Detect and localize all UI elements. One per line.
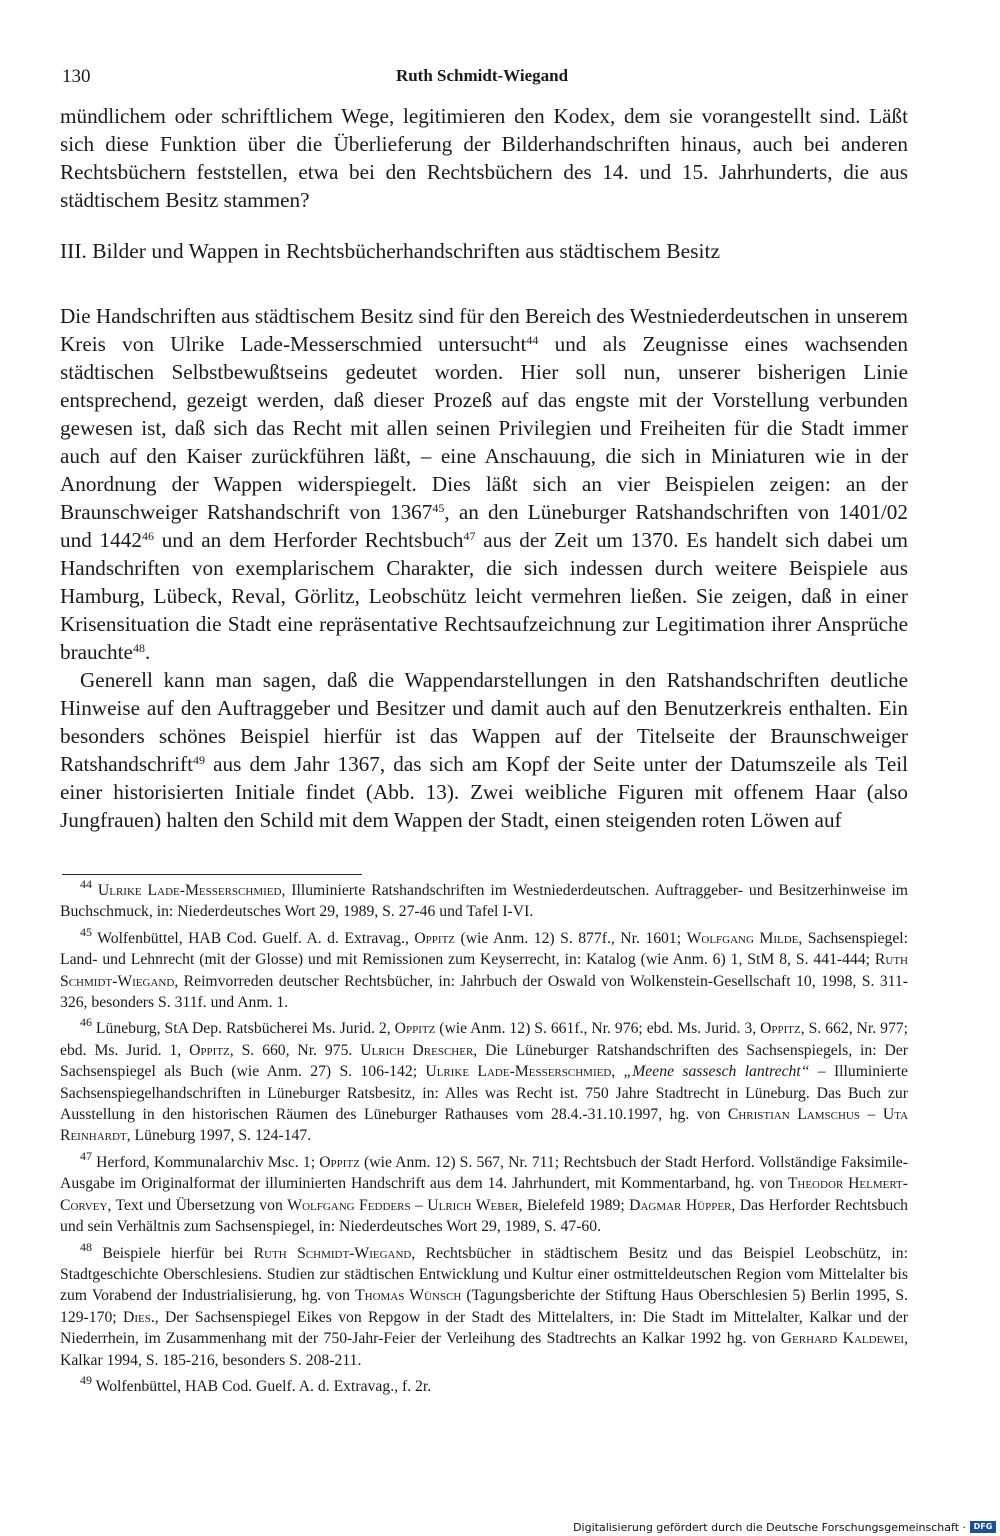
text-run: (wie Anm. 12) S. 877f., Nr. 1601;	[455, 929, 687, 947]
author-name: Dies.	[122, 1308, 155, 1326]
text-run: Wolfenbüttel, HAB Cod. Guelf. A. d. Extravag., f. 2r.	[92, 1377, 432, 1395]
footnotes	[60, 877, 909, 1397]
text-run: und als Zeugnisse eines wachsenden städtischen Selbstbewußtseins gedeutet worden. Hier soll nun, unserer bisherigen Linie entsprechend, gezeigt werden, daß dieser Prozeß auf das engste mit der Vorstellung verbunden gewesen ist, daß sich das Recht mit allen seinen Privilegien und Freiheiten für die Stadt immer auch auf den Kaiser zurückführen läßt, – eine Anschauung, die sich in Miniaturen wie in der Anordnung der Wappen widerspiegelt. Dies läßt sich an vier Beispielen zeigen: an der Braunschweiger Ratshandschrift von 1367	[60, 332, 908, 524]
text-run: aus dem Jahr 1367, das sich am Kopf der Seite unter der Datumszeile als Teil einer historisierten Initiale findet (Abb. 13). Zwei weibliche Figuren mit offenem Haar (also Jungfrauen) halten den Schild mit dem Wappen der Stadt, einen steigenden roten Löwen auf	[60, 752, 908, 832]
text-run: und an dem Herforder Rechtsbuch	[153, 528, 464, 552]
footnote-number: 47	[80, 1148, 92, 1163]
text-run: , S. 662, Nr. 977; ebd. Ms. Jurid. 1,	[60, 1020, 908, 1059]
page-number: 130	[62, 66, 91, 87]
main-text	[60, 102, 908, 834]
text-run: , an den Lüneburger Ratshandschriften von 1401/02 und 1442	[60, 500, 908, 552]
text-run: Herford, Kommunalarchiv Msc. 1;	[92, 1153, 320, 1171]
footnote-ref-46[interactable]: 46	[141, 529, 154, 543]
running-header	[62, 66, 902, 94]
author-name: Ulrike Lade-Messerschmied	[97, 882, 282, 899]
author-name: Theodor Helmert-Corvey	[60, 1175, 908, 1214]
footnote-number: 44	[80, 877, 92, 891]
text-run: (wie Anm. 12) S. 661f., Nr. 976; ebd. Ms. Jurid. 3,	[435, 1020, 761, 1038]
footnote-number: 45	[80, 924, 92, 939]
section-heading: III. Bilder und Wappen in Rechtsbücherhandschriften aus städtischem Besitz	[60, 239, 721, 263]
running-head-author: Ruth Schmidt-Wiegand	[395, 66, 569, 85]
footnote-46	[60, 1015, 909, 1146]
author-name: Oppitz	[319, 1153, 360, 1171]
text-run: –	[410, 1196, 428, 1214]
text-run: aus der Zeit um 1370. Es handelt sich dabei um Handschriften von exemplarischem Charakter, die sich indessen durch weitere Beispiele aus Hamburg, Lübeck, Reval, Görlitz, Leobschütz leicht vermehren ließen. Sie zeigen, daß in einer Krisensituation die Stadt eine repräsentative Rechtsaufzeichnung zur Legitimation ihrer Ansprüche brauchte	[60, 528, 908, 664]
footnote-rule	[62, 874, 362, 875]
author-name: Wolfgang Fedders	[287, 1196, 411, 1214]
text-run: , Rechtsbücher in städtischem Besitz und das Beispiel Leobschütz, in: Stadtgeschichte Oberschlesiens. Studien zur städtischen Entwicklung und Kultur einer ostmitteldeutschen Region vom Mittelalter bis zum Vorabend der Industrialisierung, hg. von	[60, 1244, 908, 1305]
footnote-number: 48	[80, 1239, 92, 1254]
footnote-ref-47[interactable]: 47	[463, 529, 476, 543]
paragraph-1	[60, 302, 908, 666]
footnote-47	[60, 1148, 909, 1238]
text-run: , Bielefeld 1989;	[518, 1196, 630, 1214]
footnote-ref-49[interactable]: 49	[192, 753, 205, 767]
paragraph-intro: mündlichem oder schriftlichem Wege, legitimieren den Kodex, dem sie vorangestellt sind. Läßt sich diese Funktion über die Überlieferung der Bilderhandschriften hinaus, auch bei anderen Rechtsbüchern feststellen, etwa bei den Rechtsbüchern des 14. und 15. Jahrhunderts, die aus städtischem Besitz stammen?	[60, 104, 908, 212]
text-run: Beispiele hierfür bei	[92, 1244, 254, 1262]
text-run: Generell kann man sagen, daß die Wappendarstellungen in den Ratshandschriften deutliche Hinweise auf den Auftraggeber und Besitzer und damit auch auf den Benutzerkreis enthalten. Ein besonders schönes Beispiel hierfür ist das Wappen auf der Titelseite der Braunschweiger Ratshandschrift	[60, 668, 908, 776]
author-name: Ulrich Weber	[427, 1196, 519, 1214]
text-run: – Illuminierte Sachsenspiegelhandschriften in Lüneburger Ratsbesitz, in: Alles was Recht ist. 750 Jahre Stadtrecht in Lüneburg. Das Buch zur Ausstellung in den historischen Räumen des Lüneburger Rathauses vom 28.4.-31.10.1997, hg. von	[60, 1063, 909, 1124]
author-name: Ulrich Drescher	[360, 1041, 474, 1059]
text-run: .	[144, 640, 151, 664]
author-name: Ruth Schmidt-Wiegand	[253, 1244, 412, 1262]
paragraph-2	[60, 666, 908, 834]
author-name: Uta Reinhardt	[60, 1106, 909, 1145]
text-run: , Text und Übersetzung von	[107, 1196, 288, 1214]
text-run: , Sachsenspiegel: Land- und Lehnrecht (mit der Glosse) und mit Remissionen zum Keyserrecht, in: Katalog (wie Anm. 6) 1, StM 8, S. 441-444;	[60, 929, 908, 969]
author-name: Ulrike Lade-Messerschmied	[425, 1063, 612, 1081]
author-name: Oppitz	[760, 1020, 801, 1038]
footnote-45	[60, 924, 908, 1014]
footnote-ref-45[interactable]: 45	[432, 501, 445, 515]
footnote-number: 49	[80, 1372, 92, 1387]
footnote-ref-44[interactable]: 44	[526, 333, 539, 347]
digitization-credit: Digitalisierung gefördert durch die Deutsche Forschungsgemeinschaft ·	[573, 1521, 966, 1534]
text-run: , S. 660, Nr. 975.	[229, 1041, 361, 1059]
text-run: , Kalkar 1994, S. 185-216, besonders S. 208-211.	[60, 1330, 908, 1369]
text-run: Wolfenbüttel, HAB Cod. Guelf. A. d. Extravag.,	[92, 929, 415, 947]
text-run: , Die Lüneburger Ratshandschriften des Sachsenspiegels, in: Der Sachsenspiegel als Buch (wie Anm. 27) S. 106-142;	[60, 1041, 908, 1081]
author-name: Wolfgang Milde	[686, 929, 799, 947]
author-name: Oppitz	[394, 1020, 436, 1038]
author-name: Ruth Schmidt-Wiegand	[60, 951, 908, 990]
text-run: , Der Sachsenspiegel Eikes von Repgow in der Stadt des Mittelalters, in: Die Stadt im Mittelalter, Kalkar und der Niederrhein, im Zusammenhang mit der 750-Jahr-Feier der Verleihung des Stadtrechts an Kalkar 1992 hg. von	[60, 1308, 908, 1348]
text-run: (Tagungsberichte der Stiftung Haus Oberschlesien 5) Berlin 1995, S. 129-170;	[60, 1287, 909, 1326]
footnote-ref-48[interactable]: 48	[132, 641, 145, 655]
text-run: Die Handschriften aus städtischem Besitz sind für den Bereich des Westniederdeutschen in unserem Kreis von Ulrike Lade-Messerschmied untersucht	[60, 304, 908, 356]
text-run: , Lüneburg 1997, S. 124-147.	[126, 1127, 312, 1145]
text-run: –	[859, 1106, 883, 1124]
footnote-48	[60, 1239, 909, 1371]
footnote-49	[60, 1372, 908, 1397]
text-run: , Das Herforder Rechtsbuch und sein Verhältnis zum Sachsenspiegel, in: Niederdeutsches Wort 29, 1989, S. 47-60.	[60, 1196, 909, 1236]
text-run: (wie Anm. 12) S. 567, Nr. 711; Rechtsbuch der Stadt Herford. Vollständige Faksimile-Ausgabe im Originalformat der illuminierten Handschrift aus dem 14. Jahrhundert, mit Kommentarband, hg. von	[60, 1153, 908, 1193]
footnote-number: 46	[80, 1015, 92, 1030]
author-name: Oppitz	[189, 1041, 230, 1059]
author-name: Oppitz	[414, 929, 456, 947]
text-run: Lüneburg, StA Dep. Ratsbücherei Ms. Jurid. 2,	[92, 1020, 395, 1038]
author-name: Dagmar Hüpper	[629, 1196, 732, 1214]
dfg-logo-icon: DFG	[970, 1521, 996, 1533]
text-run: , Reimvorreden deutscher Rechtsbücher, in: Jahrbuch der Oswald von Wolkenstein-Gesellschaft 10, 1998, S. 311-326, besonders S. 311f. und Anm. 1.	[60, 972, 908, 1012]
author-name: Gerhard Kaldewei	[780, 1330, 905, 1348]
text-run: , Illuminierte Ratshandschriften im Westniederdeutschen. Auftraggeber- und Besitzerhinweise im Buchschmuck, in: Niederdeutsches Wort 29, 1989, S. 27-46 und Tafel I-VI.	[60, 882, 909, 921]
author-name: Thomas Wünsch	[355, 1287, 462, 1305]
text-run: ,	[611, 1063, 624, 1081]
footnote-44	[60, 877, 909, 923]
quoted-title: „Meene sassesch lantrecht“	[623, 1063, 810, 1081]
author-name: Christian Lamschus	[727, 1106, 860, 1124]
